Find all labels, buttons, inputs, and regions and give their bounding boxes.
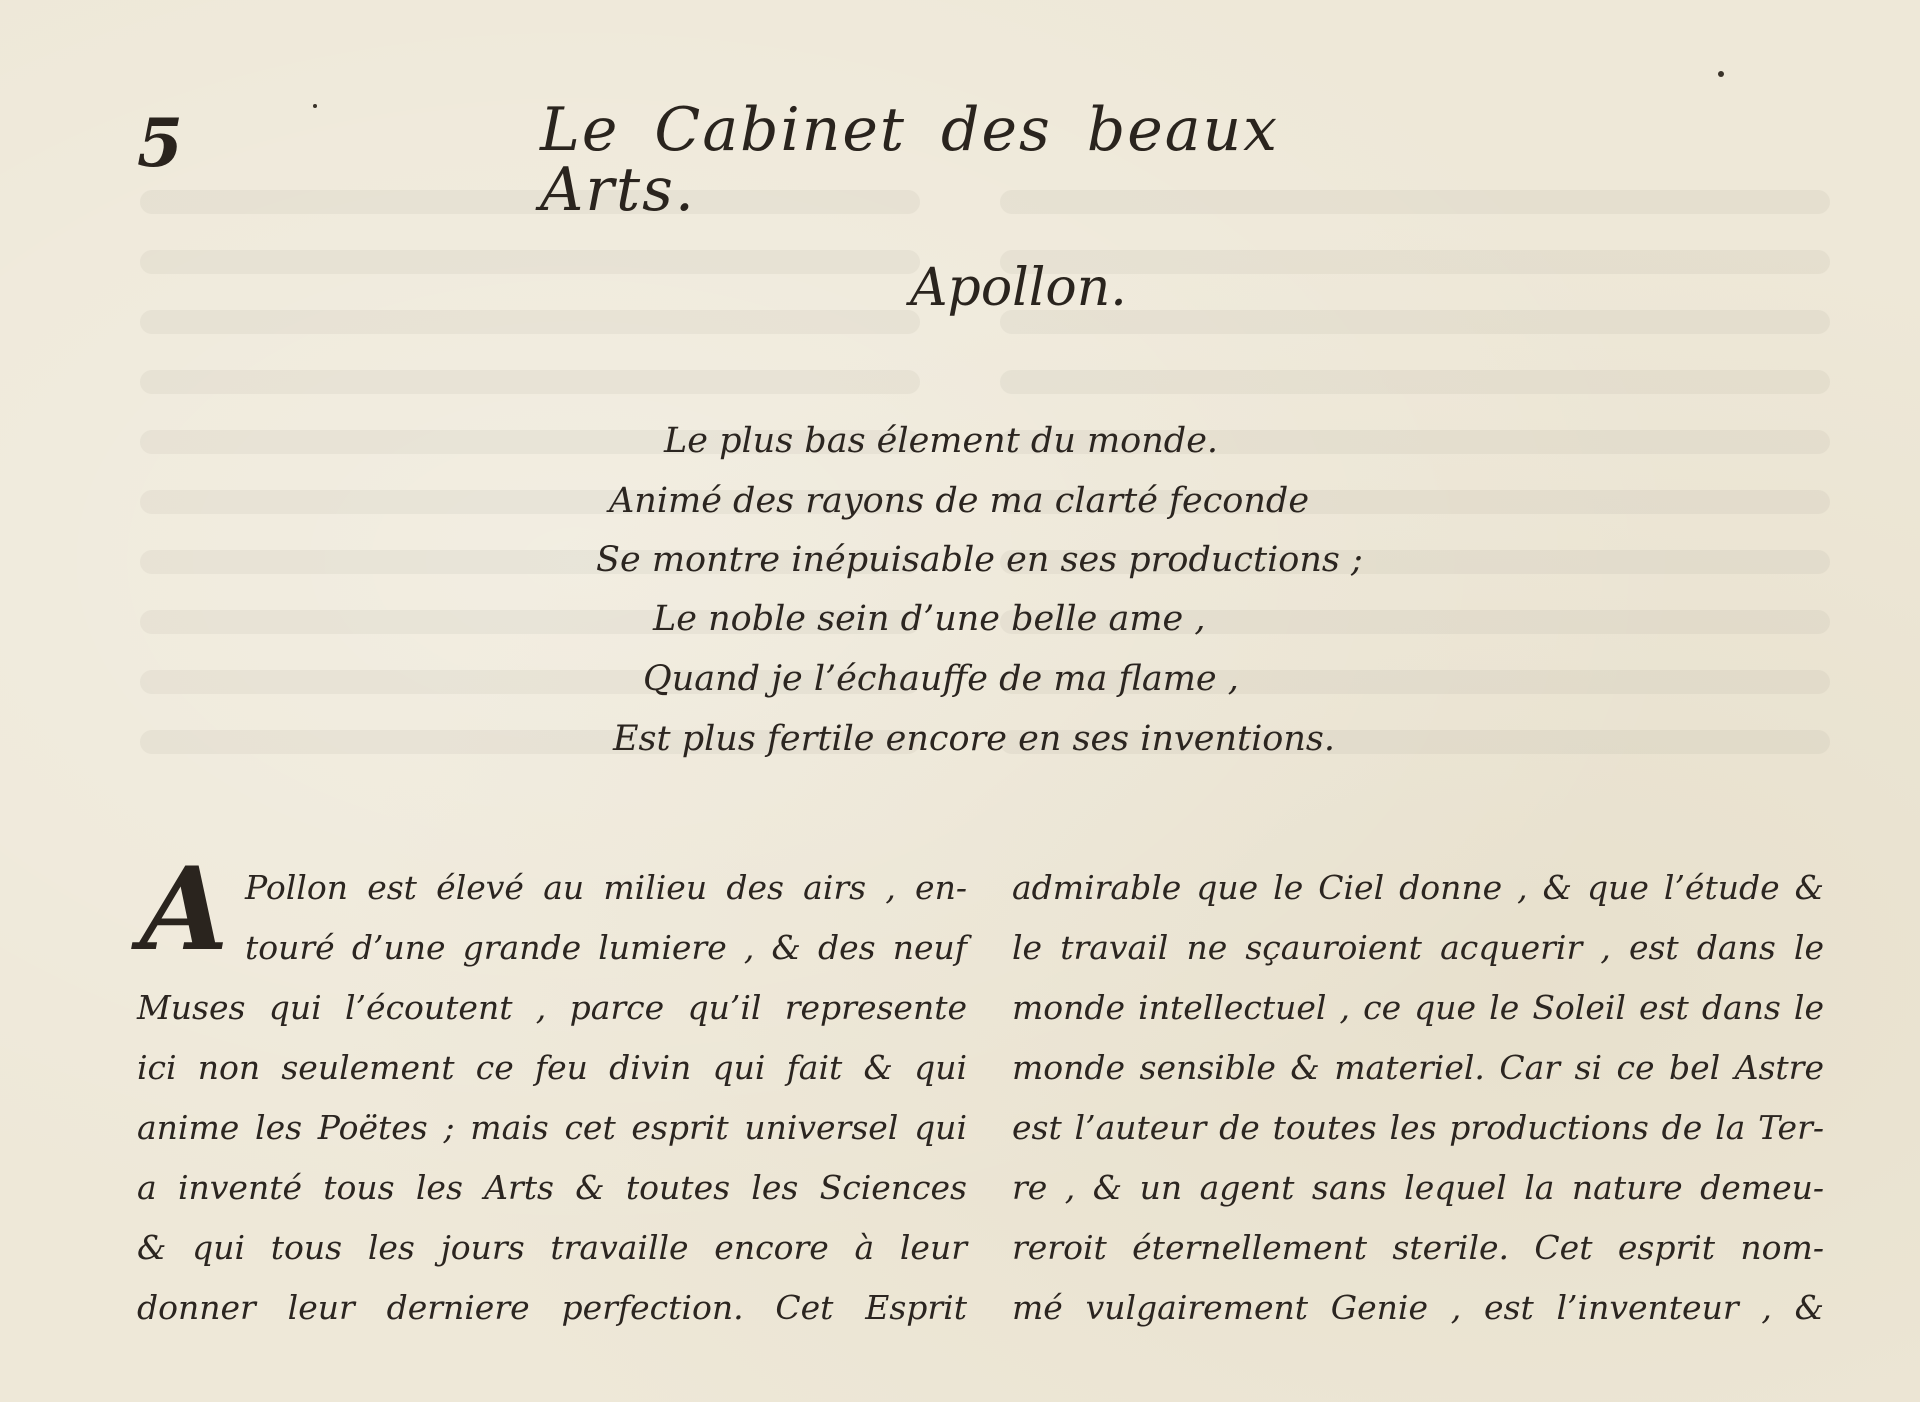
ink-speck [313,104,317,108]
paragraph-line: re , & un agent sans lequel la nature demeu- [1012,1168,1824,1207]
verse-line: Est plus fertile encore en ses inventions. [613,719,1335,759]
paragraph-line: anime les Poëtes ; mais cet esprit universel qui [137,1108,967,1147]
verse-line: Se montre inépuisable en ses productions ; [596,540,1363,580]
right-column [1012,858,1824,1338]
verse-line: Quand je l’échauffe de ma flame , [643,659,1239,699]
left-column [137,858,967,1338]
ink-speck [1718,71,1724,77]
paragraph-line: le travail ne sçauroient acquerir , est dans le [1012,928,1824,967]
paragraph-line: reroit éternellement sterile. Cet esprit nom- [1012,1228,1824,1267]
paragraph-line: a inventé tous les Arts & toutes les Sciences [137,1168,967,1207]
paragraph-line: monde intellectuel , ce que le Soleil est dans le [1012,988,1824,1027]
verse-line: Le noble sein d’une belle ame , [653,599,1206,639]
paragraph-line: admirable que le Ciel donne , & que l’étude & [1012,868,1824,907]
page-number: 5 [137,104,183,182]
drop-cap: A [140,842,229,976]
running-head: Le Cabinet des beaux Arts. [540,95,1279,225]
verse-line: Le plus bas élement du monde. [664,421,1219,461]
paragraph-line: ici non seulement ce feu divin qui fait & qui [137,1048,967,1087]
paragraph-line: donner leur derniere perfection. Cet Esprit [137,1288,967,1327]
verse-line: Animé des rayons de ma clarté feconde [609,481,1310,521]
paragraph-line: monde sensible & materiel. Car si ce bel Astre [1012,1048,1824,1087]
paragraph-line: est l’auteur de toutes les productions de la Ter- [1012,1108,1824,1147]
section-title: Apollon. [910,258,1127,318]
paragraph-line: touré d’une grande lumiere , & des neuf [245,928,967,967]
paragraph-line: mé vulgairement Genie , est l’inventeur , & [1012,1288,1824,1327]
paragraph-line: Muses qui l’écoutent , parce qu’il represente [137,988,967,1027]
paragraph-line: Pollon est élevé au milieu des airs , en- [245,868,967,907]
paragraph-line: & qui tous les jours travaille encore à leur [137,1228,967,1267]
